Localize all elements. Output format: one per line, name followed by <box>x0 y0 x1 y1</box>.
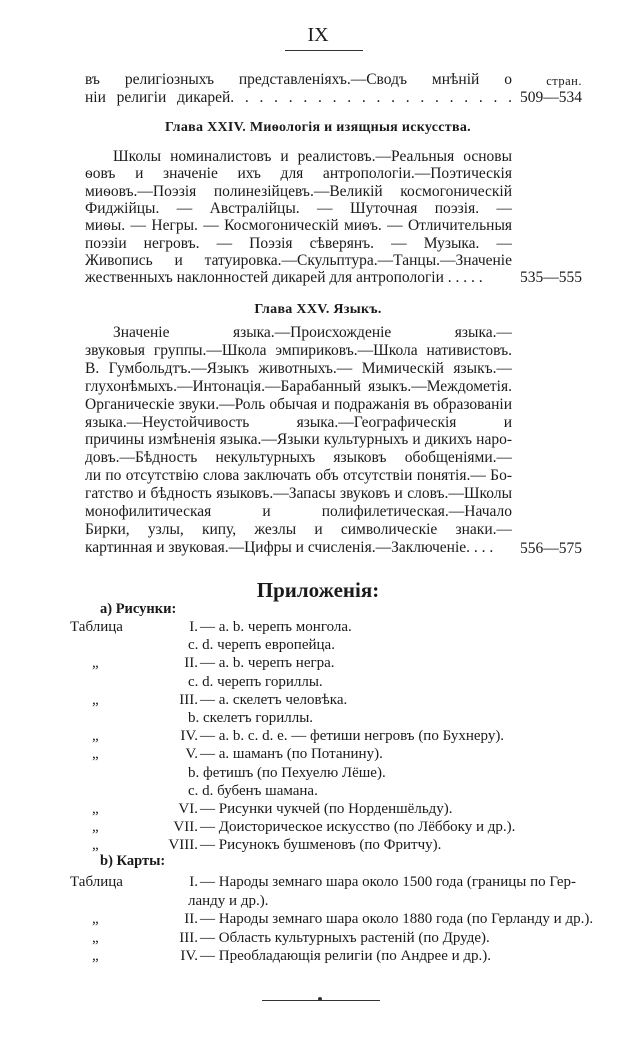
appendix-row <box>70 673 590 691</box>
plate-description: — Рисунки чукчей (по Норденшёльду). <box>200 801 453 817</box>
summary-line: глухонѣмыхъ.—Интонація.—Барабанный языкъ.—Междометія. <box>85 377 512 395</box>
appendix-row <box>70 654 590 672</box>
summary-line: языка.—Неустойчивость языка.—Географическія и <box>85 413 512 431</box>
summary-line: поэзіи негровъ. — Поэзія сѣверянъ. — Музыка. — <box>85 234 512 252</box>
table-label: Таблица <box>70 874 123 890</box>
pages-label: стран. <box>546 74 582 88</box>
page-range: 535—555 <box>520 269 582 286</box>
table-label: „ <box>92 911 99 928</box>
plate-description: — a. b. черепъ монгола. <box>200 619 352 635</box>
plate-description: — Преобладающія религіи (по Андрее и др.). <box>200 948 492 965</box>
plate-description: — Народы земнаго шара около 1500 года (границы по Гер- <box>200 874 577 890</box>
appendix-row <box>70 745 590 763</box>
table-label: „ <box>92 819 99 836</box>
table-label: „ <box>92 728 99 745</box>
summary-line: миѳовъ.—Поэзія полинезійцевъ.—Великій космогоническій <box>85 182 512 200</box>
section-heading: b) Карты: <box>100 853 166 869</box>
plate-number: IV. <box>180 948 198 965</box>
plate-number: III. <box>179 691 198 708</box>
plate-number: V. <box>185 746 198 763</box>
plate-number: VI. <box>178 801 198 817</box>
plate-description: — Народы земнаго шара около 1880 года (по Герланду и др.). <box>200 911 594 928</box>
appendix-row <box>70 618 590 636</box>
page-number: IX <box>307 24 329 46</box>
summary-line: причины измѣненія языка.—Языки культурныхъ и дикихъ наро- <box>85 431 512 449</box>
summary-line: звуковыя группы.—Школа эмпириковъ.—Школа нативистовъ. <box>85 341 512 359</box>
appendix-row <box>70 782 590 800</box>
appendix-row <box>70 691 590 709</box>
intro-line: въ религіозныхъ представленіяхъ.—Сводъ мнѣній о <box>85 71 512 88</box>
appendix-row <box>70 818 590 836</box>
plate-description: — Область культурныхъ растеній (по Друде). <box>200 929 490 946</box>
plate-description: — Рисунокъ бушменовъ (по Фритчу). <box>200 837 442 854</box>
appendix-row <box>70 873 590 891</box>
plate-description: — a. b. c. d. e. — фетиши негровъ (по Бухнеру). <box>200 728 505 745</box>
summary-line: Значеніе языка.—Происхожденіе языка.— <box>113 324 512 341</box>
plate-description: c. d. бубенъ шамана. <box>188 782 318 799</box>
plate-description: — Доисторическое искусство (по Лёббоку и др.). <box>200 819 516 836</box>
plate-description: b. скелетъ гориллы. <box>188 710 314 726</box>
summary-line: Живопись и татуировка.—Скульптура.—Танцы.—Значеніе <box>85 251 512 269</box>
summary-line: Органическіе звуки.—Роль обычая и подражанія въ образованіи <box>85 395 512 413</box>
plate-number: VIII. <box>168 837 198 854</box>
plate-description: — a. b. черепъ негра. <box>200 655 335 672</box>
summary-line: миѳы. — Негры. — Космогоническій миѳъ. — Отличительныя <box>85 217 512 235</box>
end-ornament <box>318 997 322 1001</box>
plate-description: b. фетишъ (по Пехуелю Лёше). <box>188 764 386 781</box>
page-range: 556—575 <box>520 540 582 557</box>
plate-number: II. <box>184 911 198 928</box>
summary-line: Бирки, узлы, кипу, жезлы и символическіе знаки.— <box>85 520 512 538</box>
table-label: Таблица <box>70 619 123 635</box>
table-label: „ <box>92 691 99 708</box>
appendix-row <box>70 636 590 654</box>
appendix-title: Приложенія: <box>256 578 380 602</box>
plate-number: III. <box>179 929 198 946</box>
plate-description: c. d. черепъ гориллы. <box>188 673 323 690</box>
appendix-row <box>70 764 590 782</box>
intro-line: ніи религіи дикарей. . . . . . . . . . . . . . . . . . . . <box>85 89 512 106</box>
plate-description: — a. скелетъ человѣка. <box>200 691 348 708</box>
appendix-row <box>70 836 590 854</box>
table-label: „ <box>92 801 99 817</box>
appendix-row <box>70 800 590 818</box>
plate-number: I. <box>189 874 198 890</box>
summary-line: Школы номиналистовъ и реалистовъ.—Реальныя основы <box>113 148 512 165</box>
chapter-heading: Глава XXV. Языкъ. <box>254 302 382 317</box>
plate-number: I. <box>189 619 198 635</box>
summary-line: В. Гумбольдтъ.—Языкъ животныхъ.— Мимическій языкъ.— <box>85 359 512 377</box>
appendix-row <box>70 947 590 965</box>
appendix-row <box>70 709 590 727</box>
plate-number: IV. <box>180 728 198 745</box>
summary-line: картинная и звуковая.—Цифры и счисленія.—Заключеніе. . . . <box>85 538 494 556</box>
plate-number: II. <box>184 655 198 672</box>
plate-description: — a. шаманъ (по Потанину). <box>200 746 383 763</box>
table-label: „ <box>92 746 99 763</box>
table-label: „ <box>92 948 99 965</box>
plate-number: VII. <box>173 819 198 836</box>
summary-line: гатство и бѣдность языковъ.—Запасы звуковъ и словъ.—Школы <box>85 485 512 503</box>
page-range: 509—534 <box>520 89 582 106</box>
chapter-heading: Глава XXIV. Миѳологія и изящныя искусства. <box>165 120 471 135</box>
summary-line: довъ.—Бѣдность некультурныхъ языковъ обобщеніями.— <box>85 449 512 467</box>
summary-line: жественныхъ наклонностей дикарей для антропологіи . . . . . <box>85 269 483 287</box>
summary-line: ли по отсутствію слова заключать объ отсутствіи понятія.— Бо- <box>85 467 512 485</box>
appendix-row <box>70 727 590 745</box>
table-label: „ <box>92 929 99 946</box>
section-heading: a) Рисунки: <box>100 601 177 617</box>
summary-line: ѳовъ и значеніе ихъ для антропологіи.—Поэтическія <box>85 165 512 183</box>
summary-line: монофилитическая и полифилетическая.—Начало <box>85 503 512 520</box>
appendix-row <box>70 910 594 928</box>
table-label: „ <box>92 837 99 854</box>
plate-description: ланду и др.). <box>188 892 269 909</box>
header-rule <box>285 50 363 51</box>
plate-description: c. d. черепъ европейца. <box>188 637 335 654</box>
appendix-row <box>70 929 590 947</box>
summary-line: Фиджійцы. — Австралійцы. — Шуточная поэзія. — <box>85 199 512 217</box>
table-label: „ <box>92 655 99 672</box>
appendix-row <box>70 892 590 910</box>
